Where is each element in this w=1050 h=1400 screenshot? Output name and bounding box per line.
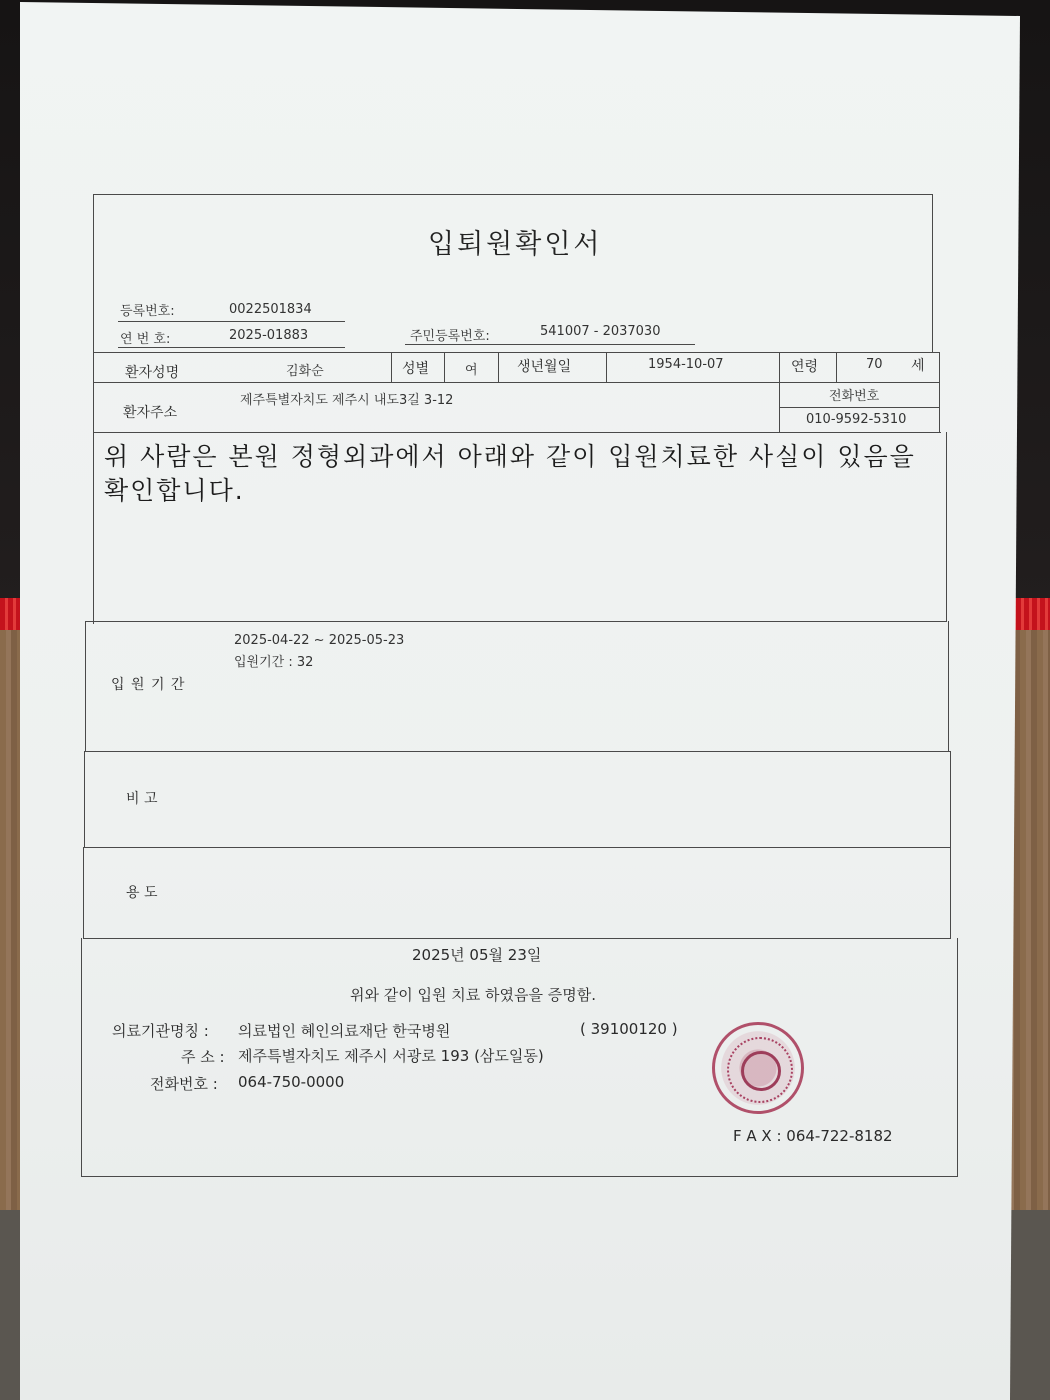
seal-center-mark (741, 1051, 781, 1091)
age-value: 70 (866, 357, 883, 372)
sex-value: 여 (465, 363, 478, 378)
remarks-label: 비 고 (126, 791, 158, 807)
purpose-right-border (950, 847, 951, 939)
footer-right-border (957, 938, 958, 1176)
registration-number: 0022501834 (229, 302, 312, 317)
birth-label: 생년월일 (517, 359, 572, 375)
resident-id-label: 주민등록번호: (410, 329, 490, 344)
institution-address-label: 주 소 : (181, 1048, 225, 1066)
admission-duration: 입원기간 : 32 (234, 655, 314, 670)
registration-label: 등록번호: (120, 304, 175, 319)
footer-left-border (81, 938, 82, 1176)
admission-left-border (85, 621, 86, 751)
document-title: 입퇴원확인서 (428, 229, 603, 260)
serial-underline (118, 347, 345, 348)
institution-label: 의료기관명칭 : (112, 1022, 209, 1040)
remarks-bottom (84, 847, 950, 848)
footer-bottom (81, 1176, 958, 1177)
institution-address: 제주특별자치도 제주시 서광로 193 (삼도일동) (238, 1047, 544, 1065)
institution-phone-label: 전화번호 : (150, 1075, 218, 1093)
purpose-label: 용 도 (126, 885, 158, 901)
col-divider-6 (836, 352, 837, 382)
statement-bottom (85, 621, 947, 622)
col-divider-right (939, 352, 940, 432)
address-label: 환자주소 (123, 405, 178, 421)
frame-right-border-upper (932, 194, 933, 352)
patient-phone: 010-9592-5310 (806, 412, 907, 427)
patient-name-label: 환자성명 (125, 365, 180, 381)
col-divider-2 (444, 352, 445, 382)
patient-table-row-divider (93, 382, 939, 383)
remarks-right-border (950, 751, 951, 847)
admission-right-border (948, 621, 949, 751)
remarks-left-border (84, 751, 85, 847)
patient-phone-label: 전화번호 (829, 389, 880, 404)
certify-text: 위와 같이 입원 치료 하였음을 증명함. (350, 986, 596, 1004)
issue-date: 2025년 05월 23일 (412, 946, 542, 964)
paper-sheet (20, 2, 1020, 1400)
statement-text: 위 사람은 본원 정형외과에서 아래와 같이 입원치료한 사실이 있음을 확인합니다. (104, 442, 916, 505)
statement-right-border (946, 432, 947, 622)
patient-name: 김화순 (286, 364, 324, 379)
birth-value: 1954-10-07 (648, 357, 724, 372)
resident-id-underline (405, 344, 695, 345)
col-divider-1 (391, 352, 392, 382)
admission-bottom (85, 751, 950, 752)
age-unit: 세 (911, 358, 925, 374)
registration-underline (118, 321, 345, 322)
hospital-seal-stamp (712, 1022, 804, 1114)
resident-id: 541007 - 2037030 (540, 324, 661, 339)
serial-label: 연 번 호: (120, 332, 171, 347)
admission-period: 2025-04-22 ~ 2025-05-23 (234, 633, 405, 648)
patient-address: 제주특별자치도 제주시 내도3길 3-12 (240, 393, 454, 408)
statement-left-border (93, 432, 94, 624)
serial-number: 2025-01883 (229, 328, 309, 343)
phone-cell-divider (779, 407, 939, 408)
patient-table-top (93, 352, 939, 353)
purpose-left-border (83, 847, 84, 939)
age-label: 연령 (791, 359, 819, 375)
patient-table-bottom (93, 432, 941, 433)
col-divider-3 (498, 352, 499, 382)
sex-label: 성별 (402, 361, 430, 377)
institution-code: ( 39100120 ) (580, 1020, 678, 1038)
institution-phone: 064-750-0000 (238, 1073, 345, 1091)
col-divider-4 (606, 352, 607, 382)
institution-fax: F A X : 064-722-8182 (733, 1127, 893, 1145)
col-divider-5 (779, 352, 780, 432)
purpose-bottom (83, 938, 951, 939)
institution-name: 의료법인 혜인의료재단 한국병원 (238, 1022, 451, 1040)
frame-top-border (93, 194, 933, 195)
admission-label: 입 원 기 간 (111, 677, 186, 693)
